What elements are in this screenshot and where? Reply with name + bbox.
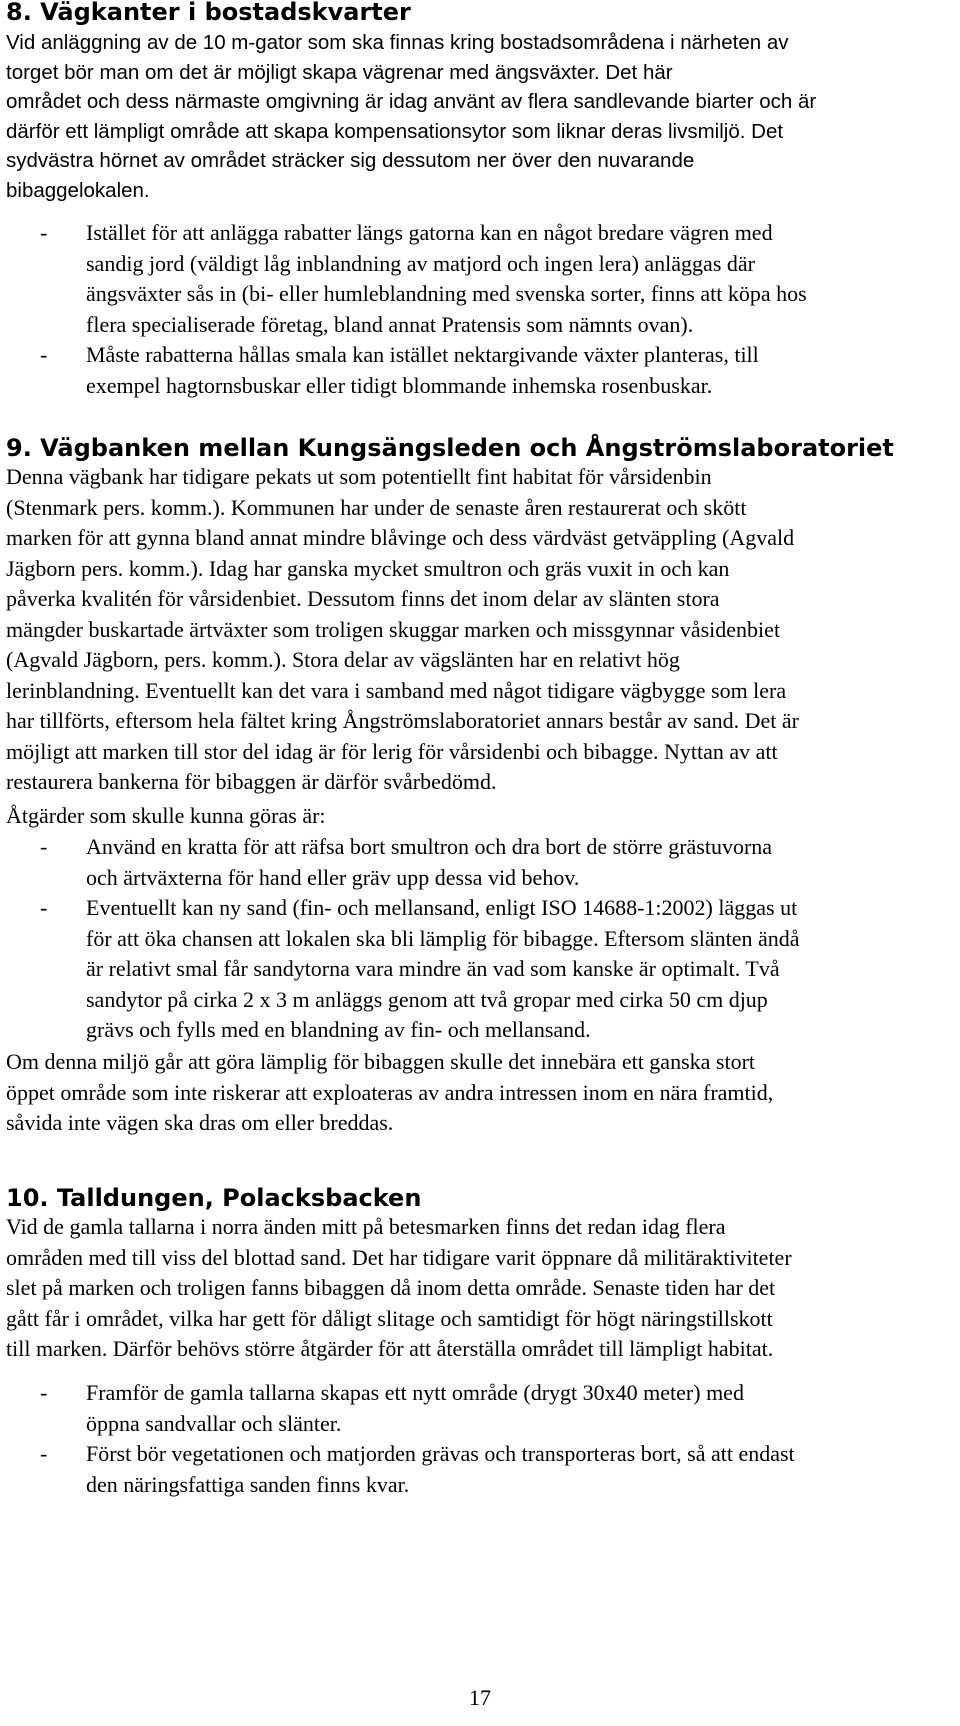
text-line: är relativt smal får sandytorna vara mindre än vad som kanske är optimalt. Två — [86, 956, 780, 981]
list-item — [6, 218, 951, 340]
text-line: (Stenmark pers. komm.). Kommunen har under de senaste åren restaurerat och skött — [6, 494, 747, 520]
text-line: Vid anläggning av de 10 m-gator som ska finnas kring bostadsområdena i närheten av — [6, 31, 789, 54]
text-line: sydvästra hörnet av området sträcker sig dessutom ner över den nuvarande — [6, 149, 695, 173]
text-line: därför ett lämpligt område att skapa kompensationsytor som liknar deras livsmiljö. Det — [6, 119, 784, 143]
dash-bullet: - — [40, 220, 48, 245]
text-line: Denna vägbank har tidigare pekats ut som potentiellt fint habitat för vårsidenbin — [6, 464, 712, 489]
dash-bullet: - — [40, 895, 48, 920]
list-item — [6, 1439, 951, 1500]
text-line: Framför de gamla tallarna skapas ett nytt område (drygt 30x40 meter) med — [86, 1380, 744, 1405]
text-line: sandytor på cirka 2 x 3 m anläggs genom att två gropar med cirka 50 cm djup — [86, 986, 768, 1012]
text-line: flera specialiserade företag, bland annat Pratensis som nämnts ovan). — [86, 311, 694, 337]
text-line: marken för att gynna bland annat mindre blåvinge och dess värdväst getväppling (Agvald — [6, 525, 795, 550]
text-line: (Agvald Jägborn, pers. komm.). Stora delar av vägslänten har en relativt hög — [6, 647, 680, 672]
page-number: 17 — [469, 1685, 491, 1710]
text-line: sandig jord (väldigt låg inblandning av matjord och ingen lera) anläggas där — [86, 250, 755, 276]
section-9-closing-paragraph — [6, 1047, 951, 1139]
section-8-heading: 8. Vägkanter i bostadskvarter — [6, 0, 411, 26]
text-line: gått får i området, vilka har gett för dåligt slitage och samtidigt för högt näringstillskott — [6, 1305, 773, 1331]
text-line: Använd en kratta för att räfsa bort smultron och dra bort de större grästuvorna — [86, 834, 773, 859]
text-line: till marken. Därför behövs större åtgärder för att återställa området till lämpligt habitat. — [6, 1336, 774, 1361]
section-9-heading: 9. Vägbanken mellan Kungsängsleden och Ångströmslaboratoriet — [6, 434, 894, 462]
section-10-paragraph — [6, 1212, 951, 1365]
dash-bullet: - — [40, 1380, 48, 1405]
text-line: Först bör vegetationen och matjorden grävas och transporteras bort, så att endast — [86, 1441, 795, 1466]
section-10-bullet-list — [6, 1378, 951, 1500]
text-line: påverka kvalitén för vårsidenbiet. Dessutom finns det inom delar av slänten stora — [6, 586, 720, 611]
text-line: lerinblandning. Eventuellt kan det vara i samband med något tidigare vägbygge som lera — [6, 677, 787, 703]
text-line: området och dess närmaste omgivning är idag använt av flera sandlevande biarter och är — [6, 90, 817, 114]
list-item — [6, 832, 951, 893]
text-line: har tillförts, eftersom hela fältet kring Ångströmslaboratoriet annars består av sand. Det är — [6, 708, 799, 733]
list-item — [6, 1378, 951, 1439]
text-line: Om denna miljö går att göra lämplig för bibaggen skulle det innebära ett ganska stort — [6, 1049, 756, 1074]
list-item — [6, 340, 951, 401]
text-line: öppet område som inte riskerar att exploateras av andra intressen inom en nära framtid, — [6, 1079, 774, 1105]
text-line: torget bör man om det är möjligt skapa vägrenar med ängsväxter. Det här — [6, 60, 673, 84]
text-line: möjligt att marken till stor del idag är för lerig för vårsidenbi och bibagge. Nyttan av att — [6, 738, 778, 764]
text-line: Måste rabatterna hållas smala kan istället nektargivande växter planteras, till — [86, 342, 759, 367]
text-line: för att öka chansen att lokalen ska bli lämplig för bibagge. Eftersom slänten ändå — [86, 925, 800, 951]
text-line: den näringsfattiga sanden finns kvar. — [86, 1471, 410, 1497]
text-line: öppna sandvallar och slänter. — [86, 1410, 342, 1436]
section-9-paragraph — [6, 462, 951, 798]
text-line: exempel hagtornsbuskar eller tidigt blommande inhemska rosenbuskar. — [86, 372, 713, 398]
text-line: slet på marken och troligen fanns bibaggen då inom detta område. Senaste tiden har det — [6, 1275, 776, 1300]
section-8-bullet-list — [6, 218, 951, 401]
text-line: Jägborn pers. komm.). Idag har ganska mycket smultron och gräs vuxit in och kan — [6, 555, 730, 581]
text-line: och ärtväxterna för hand eller gräv upp dessa vid behov. — [86, 864, 580, 890]
text-line: Istället för att anlägga rabatter längs gatorna kan en något bredare vägren med — [86, 220, 773, 245]
text-line: grävs och fylls med en blandning av fin- och mellansand. — [86, 1017, 591, 1042]
text-line: restaurera bankerna för bibaggen är därför svårbedömd. — [6, 769, 497, 794]
text-line: Eventuellt kan ny sand (fin- och mellansand, enligt ISO 14688-1:2002) läggas ut — [86, 895, 798, 920]
section-8-paragraph — [6, 28, 951, 206]
dash-bullet: - — [40, 834, 48, 859]
actions-title: Åtgärder som skulle kunna göras är: — [6, 803, 326, 828]
text-line: bibaggelokalen. — [6, 178, 150, 202]
section-9-bullet-list — [6, 832, 951, 1046]
text-line: områden med till viss del blottad sand. Det har tidigare varit öppnare då militäraktiviteter — [6, 1244, 792, 1270]
text-line: mängder buskartade ärtväxter som troligen skuggar marken och missgynnar våsidenbiet — [6, 616, 781, 642]
text-line: såvida inte vägen ska dras om eller breddas. — [6, 1110, 394, 1135]
list-item — [6, 893, 951, 1046]
text-line: ängsväxter sås in (bi- eller humleblandning med svenska sorter, finns att köpa hos — [86, 281, 807, 306]
text-line: Vid de gamla tallarna i norra änden mitt på betesmarken finns det redan idag flera — [6, 1214, 726, 1239]
section-10-heading: 10. Talldungen, Polacksbacken — [6, 1184, 422, 1212]
dash-bullet: - — [40, 1441, 48, 1466]
dash-bullet: - — [40, 342, 48, 367]
